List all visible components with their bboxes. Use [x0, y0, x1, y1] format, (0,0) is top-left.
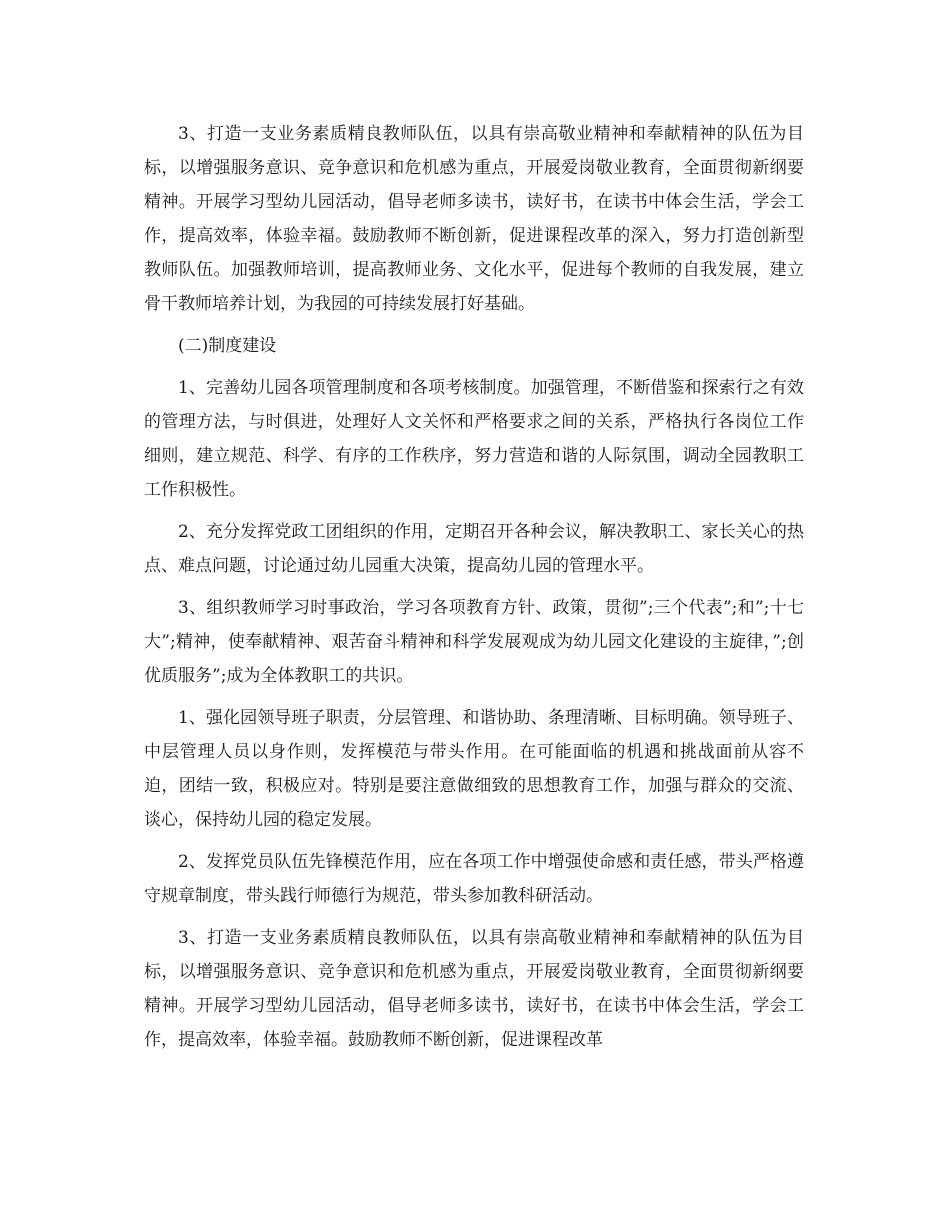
section-heading-system-building: (二)制度建设	[178, 336, 277, 356]
paragraph-teacher-team: 3、打造一支业务素质精良教师队伍，以具有崇高敬业精神和奉献精神的队伍为目标，以增强服务意识、竞争意识和危机感为重点，开展爱岗敬业教育，全面贯彻新纲要精神。开展学习型幼儿园活动，倡导老师多读书，读好书，在读书中体会生活，学会工作，提高效率，体验幸福。鼓励教师不断创新，促进课程改革的深入，努力打造创新型教师队伍。加强教师培训，提高教师业务、文化水平，促进每个教师的自我发展，建立骨干教师培养计划，为我园的可持续发展打好基础。	[144, 124, 804, 314]
paragraph-party-members: 2、发挥党员队伍先锋模范作用，应在各项工作中增强使命感和责任感，带头严格遵守规章制度，带头践行师德行为规范，带头参加教科研活动。	[144, 852, 804, 906]
paragraph-party-organization: 2、充分发挥党政工团组织的作用，定期召开各种会议，解决教职工、家长关心的热点、难点问题，讨论通过幼儿园重大决策，提高幼儿园的管理水平。	[144, 522, 804, 576]
document-body	[144, 117, 804, 1065]
paragraph-leadership-duties: 1、强化园领导班子职责，分层管理、和谐协助、条理清晰、目标明确。领导班子、中层管理人员以身作则，发挥模范与带头作用。在可能面临的机遇和挑战面前从容不迫，团结一致，积极应对。特别是要注意做细致的思想教育工作，加强与群众的交流、谈心，保持幼儿园的稳定发展。	[144, 708, 804, 830]
paragraph-political-study: 3、组织教师学习时事政治，学习各项教育方针、政策，贯彻”;三个代表”;和”;十七大”;精神，使奉献精神、艰苦奋斗精神和科学发展观成为幼儿园文化建设的主旋律，”;创优质服务”;成为全体教职工的共识。	[144, 598, 804, 686]
paragraph-management-system: 1、完善幼儿园各项管理制度和各项考核制度。加强管理，不断借鉴和探索行之有效的管理方法，与时俱进，处理好人文关怀和严格要求之间的关系，严格执行各岗位工作细则，建立规范、科学、有序的工作秩序，努力营造和谐的人际氛围，调动全园教职工工作积极性。	[144, 378, 804, 500]
paragraph-teacher-team-repeat: 3、打造一支业务素质精良教师队伍，以具有崇高敬业精神和奉献精神的队伍为目标，以增强服务意识、竞争意识和危机感为重点，开展爱岗敬业教育，全面贯彻新纲要精神。开展学习型幼儿园活动，倡导老师多读书，读好书，在读书中体会生活，学会工作，提高效率，体验幸福。鼓励教师不断创新，促进课程改革	[144, 928, 804, 1050]
